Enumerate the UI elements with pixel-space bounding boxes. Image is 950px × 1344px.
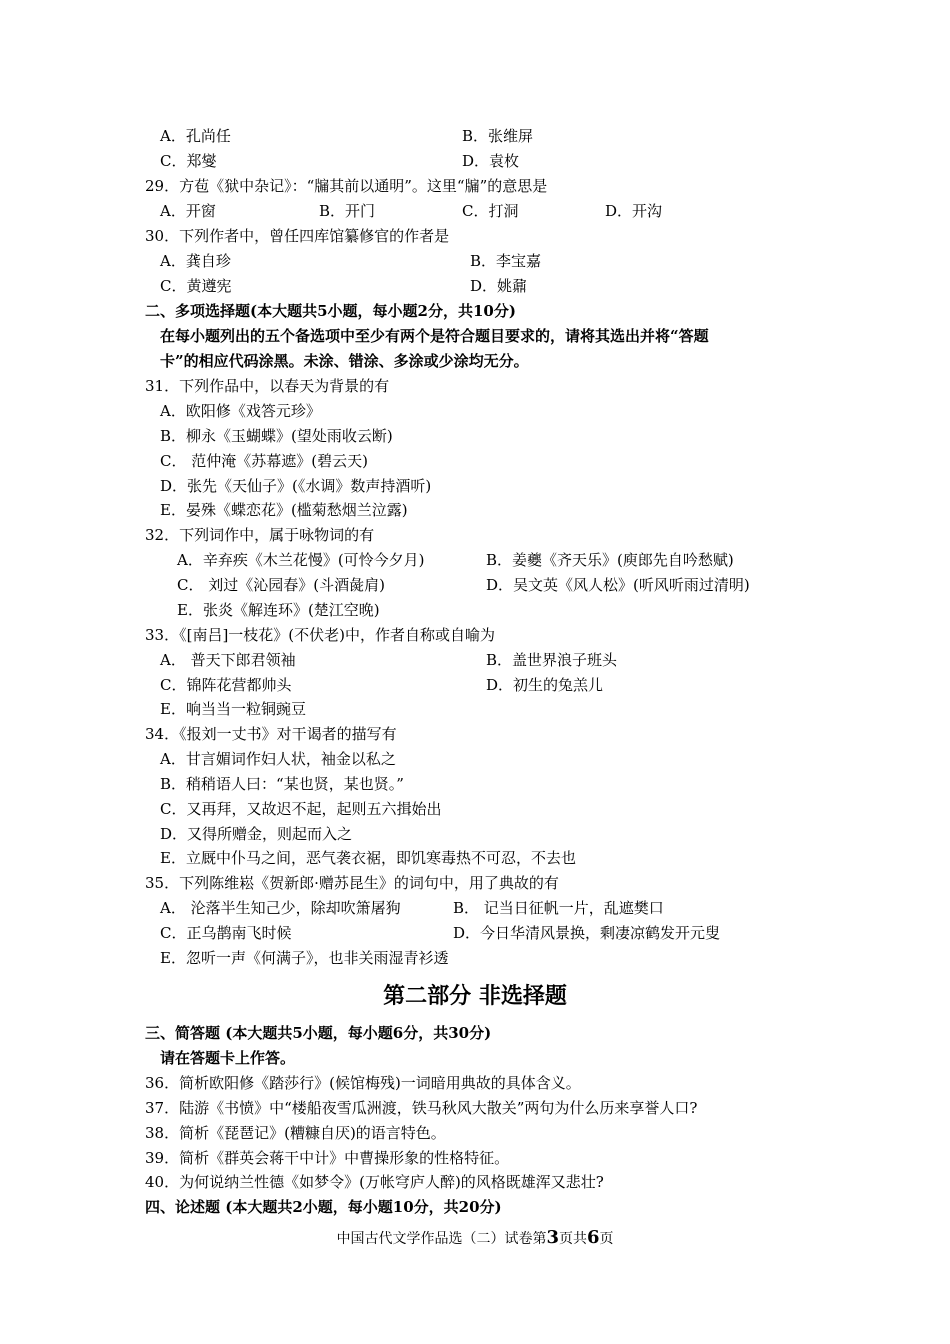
q32-option-c: C． 刘过《沁园春》(斗酒彘肩) — [177, 576, 385, 594]
footer-suffix: 页 — [599, 1231, 614, 1247]
q35-option-c: C．正乌鹊南飞时候 — [160, 924, 292, 942]
q32-option-b: B．姜夔《齐天乐》(庾郎先自吟愁赋) — [486, 551, 734, 569]
section2-instruction-line2: 卡”的相应代码涂黑。未涂、错涂、多涂或少涂均无分。 — [160, 352, 529, 370]
q33-option-a: A． 普天下郎君领袖 — [160, 651, 296, 669]
q35-option-d: D．今日华清风景换，剩凄凉鹤发开元叟 — [453, 924, 721, 942]
q34-stem: 34．《报刘一丈书》对干谒者的描写有 — [145, 725, 397, 743]
q35-option-a: A． 沦落半生知己少，除却吹箫屠狗 — [160, 899, 401, 917]
q33-option-d: D．初生的兔羔儿 — [486, 676, 604, 694]
q28-option-c: C．郑燮 — [160, 152, 217, 170]
q31-stem: 31．下列作品中，以春天为背景的有 — [145, 377, 390, 395]
q33-stem: 33．《[南吕]一枝花》(不伏老)中，作者自称或自喻为 — [145, 626, 495, 644]
section4-heading: 四、论述题 (本大题共2小题，每小题10分，共20分) — [145, 1198, 502, 1216]
q32-option-d: D．吴文英《风人松》(听风听雨过清明) — [486, 576, 750, 594]
q32-option-e: E．张炎《解连环》(楚江空晚) — [177, 601, 380, 619]
q30-option-b: B．李宝嘉 — [470, 252, 542, 270]
q28-option-a: A．孔尚任 — [160, 127, 231, 145]
q29-option-a: A．开窗 — [160, 202, 216, 220]
q30-stem: 30．下列作者中，曾任四库馆纂修官的作者是 — [145, 227, 450, 245]
footer-page-number: 3 — [546, 1227, 559, 1248]
q31-option-d: D．张先《天仙子》(《水调》数声持酒听) — [160, 477, 432, 495]
footer-prefix: 中国古代文学作品选（二）试卷第 — [336, 1231, 547, 1247]
q34-option-e: E．立厩中仆马之间，恶气袭衣裾，即饥寒毒热不可忍，不去也 — [160, 849, 576, 867]
q29-option-b: B．开门 — [319, 202, 376, 220]
q31-option-c: C． 范仲淹《苏幕遮》(碧云天) — [160, 452, 368, 470]
q33-option-c: C．锦阵花营都帅头 — [160, 676, 292, 694]
q34-option-b: B．稍稍语人曰：“某也贤，某也贤。” — [160, 775, 404, 793]
q34-option-d: D．又得所赠金，则起而入之 — [160, 825, 353, 843]
q32-stem: 32．下列词作中，属于咏物词的有 — [145, 526, 375, 544]
q29-option-d: D．开沟 — [605, 202, 663, 220]
q36: 36．简析欧阳修《踏莎行》(候馆梅残)一词暗用典故的具体含义。 — [145, 1074, 581, 1092]
q33-option-b: B．盖世界浪子班头 — [486, 651, 618, 669]
footer-total-pages: 6 — [587, 1227, 600, 1248]
section2-heading: 二、多项选择题(本大题共5小题，每小题2分，共10分) — [145, 302, 516, 320]
q35-option-b: B． 记当日征帆一片，乱遮樊口 — [453, 899, 664, 917]
q30-option-c: C．黄遵宪 — [160, 277, 232, 295]
q40: 40．为何说纳兰性德《如梦令》(万帐穹庐人醉)的风格既雄浑又悲壮? — [145, 1173, 604, 1191]
q35-option-e: E．忽听一声《何满子》，也非关雨湿青衫透 — [160, 949, 449, 967]
q31-option-b: B．柳永《玉蝴蝶》(望处雨收云断) — [160, 427, 393, 445]
section2-instruction-line1: 在每小题列出的五个备选项中至少有两个是符合题目要求的，请将其选出并将“答题 — [160, 327, 709, 345]
q28-option-b: B．张维屏 — [462, 127, 534, 145]
q29-option-c: C．打洞 — [462, 202, 519, 220]
section3-heading: 三、简答题 (本大题共5小题，每小题6分，共30分) — [145, 1024, 492, 1042]
part2-title: 第二部分 非选择题 — [383, 983, 567, 1009]
q28-option-d: D．袁枚 — [462, 152, 520, 170]
q30-option-a: A．龚自珍 — [160, 252, 231, 270]
q29-stem: 29．方苞《狱中杂记》：“牖其前以通明”。这里“牖”的意思是 — [145, 177, 548, 195]
q32-option-a: A．辛弃疾《木兰花慢》(可怜今夕月) — [177, 551, 425, 569]
q39: 39．简析《群英会蒋干中计》中曹操形象的性格特征。 — [145, 1149, 510, 1167]
page-footer — [0, 1228, 950, 1249]
q31-option-e: E．晏殊《蝶恋花》(槛菊愁烟兰泣露) — [160, 501, 408, 519]
q35-stem: 35．下列陈维崧《贺新郎·赠苏昆生》的词句中，用了典故的有 — [145, 874, 559, 892]
section3-instruction: 请在答题卡上作答。 — [160, 1049, 296, 1067]
q37: 37．陆游《书愤》中“楼船夜雪瓜洲渡，铁马秋风大散关”两句为什么历来享誉人口? — [145, 1099, 698, 1117]
footer-middle: 页共 — [559, 1231, 587, 1247]
q34-option-c: C．又再拜，又故迟不起，起则五六揖始出 — [160, 800, 442, 818]
q31-option-a: A．欧阳修《戏答元珍》 — [160, 402, 321, 420]
q38: 38．简析《琵琶记》(糟糠自厌)的语言特色。 — [145, 1124, 446, 1142]
q34-option-a: A．甘言媚词作妇人状，袖金以私之 — [160, 750, 396, 768]
q30-option-d: D．姚鼐 — [470, 277, 528, 295]
q33-option-e: E．响当当一粒铜豌豆 — [160, 700, 306, 718]
